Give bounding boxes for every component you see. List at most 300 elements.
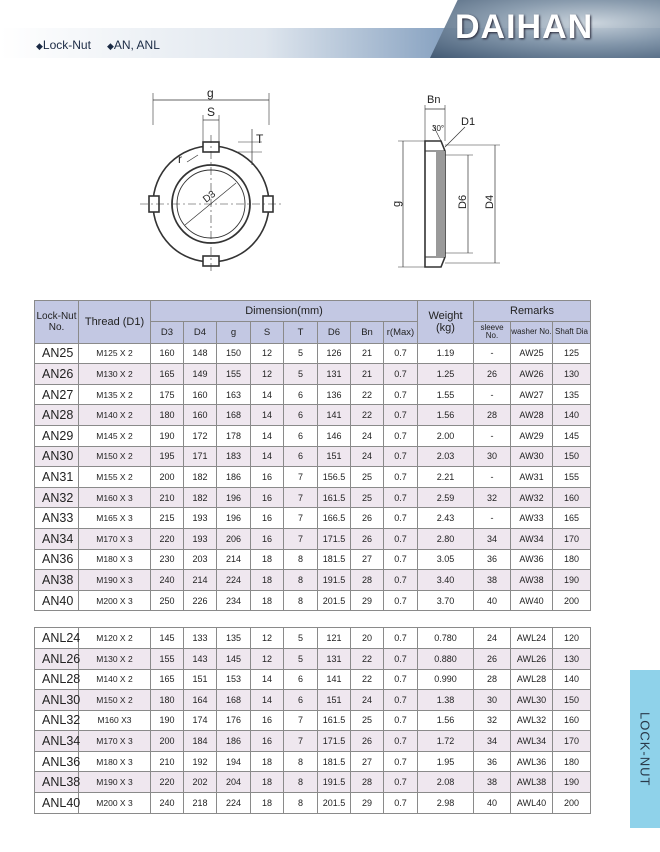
table-cell: 40 [474, 590, 511, 611]
table-cell: AWL26 [511, 648, 553, 669]
table-row [35, 528, 591, 549]
table-cell: - [474, 508, 511, 529]
table-cell: 195 [151, 446, 184, 467]
table-cell: 196 [217, 508, 251, 529]
table-cell: 34 [474, 528, 511, 549]
table-cell: 191.5 [318, 570, 351, 591]
table-cell: AWL30 [511, 690, 553, 711]
table-row [35, 467, 591, 488]
table-cell: 190 [151, 425, 184, 446]
table-cell: 215 [151, 508, 184, 529]
table-cell: 194 [217, 751, 251, 772]
table-cell: 204 [217, 772, 251, 793]
table-cell: 181.5 [318, 751, 351, 772]
table-cell: 18 [251, 590, 284, 611]
breadcrumb [36, 38, 160, 52]
brand-logo: DAIHAN [455, 8, 594, 46]
table-cell: 0.7 [384, 425, 418, 446]
table-cell: 130 [553, 648, 591, 669]
table-cell: 131 [318, 648, 351, 669]
table-cell: 27 [351, 751, 384, 772]
table-cell: 24 [351, 690, 384, 711]
table-cell: 171 [184, 446, 217, 467]
table-cell: 30 [474, 690, 511, 711]
table-cell: 40 [474, 793, 511, 814]
table-cell: 131 [318, 364, 351, 385]
table-cell: 28 [474, 405, 511, 426]
table-cell: 220 [151, 528, 184, 549]
table-cell: 180 [553, 549, 591, 570]
table-cell: AW36 [511, 549, 553, 570]
table-cell: 0.7 [384, 690, 418, 711]
table-cell: 7 [284, 528, 318, 549]
table-cell: 250 [151, 590, 184, 611]
thread-cell: M150 X 2 [79, 446, 151, 467]
table-cell: AWL34 [511, 731, 553, 752]
table-row [35, 487, 591, 508]
table-cell: 16 [251, 508, 284, 529]
table-cell: 182 [184, 467, 217, 488]
an-table-body [35, 343, 591, 611]
table-cell: 0.7 [384, 628, 418, 649]
table-cell: 0.7 [384, 405, 418, 426]
table-cell: 26 [474, 648, 511, 669]
table-cell: 25 [351, 487, 384, 508]
col-header-d6: D6 [318, 321, 351, 343]
table-cell: 0.7 [384, 446, 418, 467]
dim-label-g: g [207, 86, 214, 100]
col-header-washer: washer No. [511, 321, 553, 343]
table-cell: 16 [251, 710, 284, 731]
table-cell: 0.780 [418, 628, 474, 649]
col-header-d4: D4 [184, 321, 217, 343]
table-cell: 161.5 [318, 487, 351, 508]
table-cell: 165 [151, 364, 184, 385]
table-cell: 14 [251, 405, 284, 426]
table-cell: 192 [184, 751, 217, 772]
table-cell: 240 [151, 793, 184, 814]
table-cell: 184 [184, 731, 217, 752]
table-cell: AWL36 [511, 751, 553, 772]
col-header-remarks: Remarks [474, 301, 591, 322]
thread-cell: M160 X3 [79, 710, 151, 731]
table-cell: 210 [151, 751, 184, 772]
nut-number-cell: ANL28 [35, 669, 79, 690]
table-cell: 6 [284, 405, 318, 426]
table-cell: 186 [217, 731, 251, 752]
specification-tables [34, 300, 590, 814]
table-cell: 172 [184, 425, 217, 446]
breadcrumb-item: ◆ AN, ANL [107, 38, 160, 52]
table-cell: 1.95 [418, 751, 474, 772]
table-cell: 20 [351, 628, 384, 649]
table-cell: 5 [284, 628, 318, 649]
table-cell: AW26 [511, 364, 553, 385]
table-row [35, 793, 591, 814]
table-cell: 0.7 [384, 364, 418, 385]
table-cell: 186 [217, 467, 251, 488]
table-cell: 7 [284, 508, 318, 529]
col-header-g: g [217, 321, 251, 343]
table-row [35, 690, 591, 711]
dim-label-d4: D4 [484, 194, 496, 209]
table-cell: AW29 [511, 425, 553, 446]
thread-cell: M180 X 3 [79, 549, 151, 570]
table-cell: 193 [184, 528, 217, 549]
dim-label-t: T [256, 132, 264, 146]
table-cell: AWL40 [511, 793, 553, 814]
side-tab-label: LOCK-NUT [637, 711, 653, 787]
table-cell: 210 [151, 487, 184, 508]
dim-label-r: r [178, 152, 182, 166]
table-cell: 160 [151, 343, 184, 364]
table-cell: 5 [284, 648, 318, 669]
table-cell: 0.7 [384, 793, 418, 814]
table-cell: 145 [553, 425, 591, 446]
table-cell: 8 [284, 772, 318, 793]
side-view-drawing [398, 105, 500, 267]
table-cell: 12 [251, 628, 284, 649]
table-cell: 190 [553, 570, 591, 591]
thread-cell: M180 X 3 [79, 751, 151, 772]
dim-label-d3: D3 [201, 188, 219, 206]
table-cell: 34 [474, 731, 511, 752]
table-cell: 1.56 [418, 405, 474, 426]
table-cell: 160 [184, 405, 217, 426]
table-cell: 170 [553, 731, 591, 752]
table-cell: 155 [151, 648, 184, 669]
table-cell: 230 [151, 549, 184, 570]
table-cell: 136 [318, 384, 351, 405]
table-row [35, 772, 591, 793]
table-cell: 130 [553, 364, 591, 385]
table-cell: AW33 [511, 508, 553, 529]
table-cell: AW25 [511, 343, 553, 364]
table-cell: AWL38 [511, 772, 553, 793]
table-cell: 174 [184, 710, 217, 731]
table-cell: 14 [251, 425, 284, 446]
table-cell: 1.55 [418, 384, 474, 405]
anl-spec-table [34, 627, 591, 813]
table-cell: 190 [151, 710, 184, 731]
table-cell: 165 [553, 508, 591, 529]
table-cell: 6 [284, 425, 318, 446]
table-cell: 26 [351, 528, 384, 549]
table-cell: 140 [553, 669, 591, 690]
table-cell: 156.5 [318, 467, 351, 488]
table-cell: 176 [217, 710, 251, 731]
table-cell: AW32 [511, 487, 553, 508]
table-cell: 182 [184, 487, 217, 508]
table-row [35, 590, 591, 611]
table-cell: 224 [217, 793, 251, 814]
table-cell: 0.7 [384, 570, 418, 591]
nut-number-cell: AN40 [35, 590, 79, 611]
table-cell: 0.7 [384, 508, 418, 529]
thread-cell: M160 X 3 [79, 487, 151, 508]
front-view-labels [178, 86, 264, 205]
table-cell: 150 [553, 690, 591, 711]
table-cell: 29 [351, 793, 384, 814]
table-cell: 180 [151, 405, 184, 426]
table-cell: 28 [474, 669, 511, 690]
table-cell: 153 [217, 669, 251, 690]
table-cell: 151 [318, 446, 351, 467]
table-cell: 171.5 [318, 528, 351, 549]
table-cell: 7 [284, 467, 318, 488]
table-cell: AWL32 [511, 710, 553, 731]
table-row [35, 405, 591, 426]
table-cell: 193 [184, 508, 217, 529]
table-cell: 16 [251, 487, 284, 508]
col-header-locknut: Lock-Nut No. [35, 301, 79, 344]
table-cell: 0.7 [384, 772, 418, 793]
thread-cell: M140 X 2 [79, 405, 151, 426]
table-cell: 141 [318, 669, 351, 690]
thread-cell: M190 X 3 [79, 772, 151, 793]
table-cell: 145 [151, 628, 184, 649]
table-cell: 18 [251, 793, 284, 814]
table-cell: AW38 [511, 570, 553, 591]
table-cell: 1.56 [418, 710, 474, 731]
table-row [35, 751, 591, 772]
table-cell: 214 [217, 549, 251, 570]
table-cell: 8 [284, 549, 318, 570]
table-cell: 3.05 [418, 549, 474, 570]
nut-number-cell: ANL40 [35, 793, 79, 814]
thread-cell: M125 X 2 [79, 343, 151, 364]
table-cell: 196 [217, 487, 251, 508]
nut-number-cell: ANL38 [35, 772, 79, 793]
table-cell: 16 [251, 528, 284, 549]
table-cell: 150 [553, 446, 591, 467]
thread-cell: M120 X 2 [79, 628, 151, 649]
table-cell: - [474, 467, 511, 488]
table-cell: 145 [217, 648, 251, 669]
table-row [35, 384, 591, 405]
table-cell: 203 [184, 549, 217, 570]
nut-number-cell: AN38 [35, 570, 79, 591]
table-cell: 28 [351, 570, 384, 591]
nut-number-cell: AN31 [35, 467, 79, 488]
col-header-shaft: Shaft Dia [553, 321, 591, 343]
table-cell: 191.5 [318, 772, 351, 793]
table-cell: 16 [251, 467, 284, 488]
table-cell: 3.70 [418, 590, 474, 611]
table-cell: 2.08 [418, 772, 474, 793]
thread-cell: M155 X 2 [79, 467, 151, 488]
table-row [35, 731, 591, 752]
table-cell: 175 [151, 384, 184, 405]
table-cell: 0.7 [384, 343, 418, 364]
table-cell: 2.03 [418, 446, 474, 467]
table-cell: 149 [184, 364, 217, 385]
table-cell: 36 [474, 549, 511, 570]
table-cell: 1.19 [418, 343, 474, 364]
table-cell: 12 [251, 343, 284, 364]
table-cell: 2.98 [418, 793, 474, 814]
table-cell: 0.7 [384, 710, 418, 731]
table-cell: 8 [284, 751, 318, 772]
table-row [35, 710, 591, 731]
col-header-d3: D3 [151, 321, 184, 343]
dim-label-d1: D1 [461, 116, 476, 128]
table-cell: 234 [217, 590, 251, 611]
table-cell: 135 [217, 628, 251, 649]
nut-number-cell: ANL34 [35, 731, 79, 752]
table-cell: 0.880 [418, 648, 474, 669]
table-cell: AW28 [511, 405, 553, 426]
table-row [35, 549, 591, 570]
col-header-weight: Weight (kg) [418, 301, 474, 344]
table-cell: 0.7 [384, 669, 418, 690]
thread-cell: M140 X 2 [79, 669, 151, 690]
table-cell: 180 [151, 690, 184, 711]
col-header-bn: Bn [351, 321, 384, 343]
table-cell: 168 [217, 405, 251, 426]
nut-number-cell: AN29 [35, 425, 79, 446]
table-cell: 148 [184, 343, 217, 364]
nut-number-cell: AN25 [35, 343, 79, 364]
table-cell: 160 [553, 487, 591, 508]
table-cell: 160 [184, 384, 217, 405]
table-cell: 25 [351, 467, 384, 488]
table-cell: 218 [184, 793, 217, 814]
table-cell: 12 [251, 364, 284, 385]
table-cell: 160 [553, 710, 591, 731]
table-cell: 24 [351, 446, 384, 467]
table-row [35, 570, 591, 591]
nut-number-cell: ANL24 [35, 628, 79, 649]
table-cell: 30 [474, 446, 511, 467]
table-cell: 178 [217, 425, 251, 446]
table-cell: 5 [284, 343, 318, 364]
table-row [35, 648, 591, 669]
side-tab [630, 670, 660, 828]
table-cell: 125 [553, 343, 591, 364]
table-cell: 1.72 [418, 731, 474, 752]
table-cell: 166.5 [318, 508, 351, 529]
thread-cell: M200 X 3 [79, 590, 151, 611]
col-header-thread: Thread (D1) [79, 301, 151, 344]
table-cell: 0.7 [384, 549, 418, 570]
thread-cell: M130 X 2 [79, 364, 151, 385]
table-cell: 22 [351, 384, 384, 405]
table-row [35, 425, 591, 446]
table-row [35, 669, 591, 690]
table-cell: 2.43 [418, 508, 474, 529]
table-cell: 7 [284, 731, 318, 752]
thread-cell: M165 X 3 [79, 508, 151, 529]
table-cell: 202 [184, 772, 217, 793]
table-cell: AW31 [511, 467, 553, 488]
table-cell: 1.25 [418, 364, 474, 385]
table-cell: 0.7 [384, 487, 418, 508]
table-cell: 200 [553, 590, 591, 611]
table-cell: 21 [351, 343, 384, 364]
table-cell: 171.5 [318, 731, 351, 752]
thread-cell: M135 X 2 [79, 384, 151, 405]
nut-number-cell: ANL30 [35, 690, 79, 711]
table-cell: 7 [284, 487, 318, 508]
table-cell: 155 [217, 364, 251, 385]
thread-cell: M200 X 3 [79, 793, 151, 814]
nut-number-cell: AN30 [35, 446, 79, 467]
table-cell: 200 [151, 467, 184, 488]
thread-cell: M145 X 2 [79, 425, 151, 446]
col-header-sleeve: sleeve No. [474, 321, 511, 343]
table-cell: 8 [284, 590, 318, 611]
table-cell: 3.40 [418, 570, 474, 591]
dim-label-d6: D6 [457, 194, 469, 209]
table-cell: 6 [284, 446, 318, 467]
table-cell: 181.5 [318, 549, 351, 570]
table-cell: 133 [184, 628, 217, 649]
table-cell: 6 [284, 690, 318, 711]
table-cell: 240 [151, 570, 184, 591]
table-cell: 200 [553, 793, 591, 814]
thread-cell: M130 X 2 [79, 648, 151, 669]
dim-label-bn: Bn [427, 94, 441, 106]
table-cell: 121 [318, 628, 351, 649]
table-cell: 135 [553, 384, 591, 405]
table-cell: 38 [474, 570, 511, 591]
table-row [35, 364, 591, 385]
table-cell: 29 [351, 590, 384, 611]
front-view-drawing [140, 93, 282, 273]
table-cell: AWL28 [511, 669, 553, 690]
table-cell: 0.7 [384, 751, 418, 772]
table-cell: 2.80 [418, 528, 474, 549]
table-cell: 18 [251, 751, 284, 772]
table-cell: 32 [474, 487, 511, 508]
table-cell: 25 [351, 710, 384, 731]
table-cell: 201.5 [318, 793, 351, 814]
table-cell: 220 [151, 772, 184, 793]
nut-number-cell: ANL32 [35, 710, 79, 731]
table-cell: 150 [217, 343, 251, 364]
table-row [35, 508, 591, 529]
table-cell: 26 [474, 364, 511, 385]
table-cell: 6 [284, 669, 318, 690]
table-cell: 32 [474, 710, 511, 731]
table-cell: 8 [284, 793, 318, 814]
table-cell: 0.7 [384, 731, 418, 752]
table-cell: 2.00 [418, 425, 474, 446]
table-cell: 140 [553, 405, 591, 426]
nut-number-cell: AN34 [35, 528, 79, 549]
nut-number-cell: AN28 [35, 405, 79, 426]
table-cell: 0.7 [384, 467, 418, 488]
table-cell: 18 [251, 570, 284, 591]
nut-number-cell: AN33 [35, 508, 79, 529]
table-cell: 16 [251, 731, 284, 752]
nut-number-cell: AN27 [35, 384, 79, 405]
nut-number-cell: ANL36 [35, 751, 79, 772]
table-cell: 22 [351, 648, 384, 669]
table-cell: 14 [251, 384, 284, 405]
table-cell: 22 [351, 405, 384, 426]
table-cell: AW40 [511, 590, 553, 611]
table-cell: 0.7 [384, 648, 418, 669]
table-gap [34, 611, 590, 627]
table-cell: 2.21 [418, 467, 474, 488]
table-cell: 26 [351, 508, 384, 529]
table-cell: 38 [474, 772, 511, 793]
dim-label-s: S [207, 105, 216, 119]
table-cell: 165 [151, 669, 184, 690]
table-cell: 183 [217, 446, 251, 467]
